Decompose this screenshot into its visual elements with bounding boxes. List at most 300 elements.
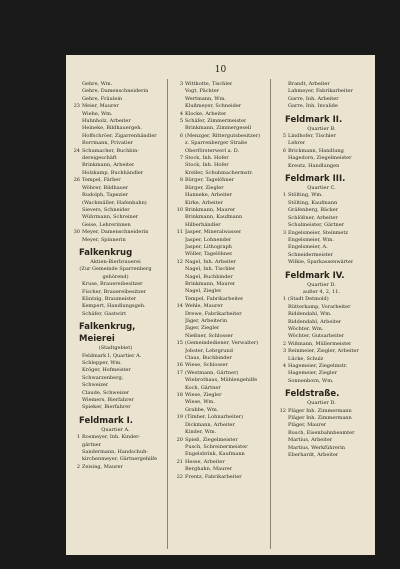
resident-text: Martius, Werkführerin [288, 444, 346, 451]
resident-text: Pläger Inh. Zimmermann [288, 415, 352, 422]
section-heading: Falkenkrug [79, 247, 133, 258]
directory-entry [69, 222, 162, 229]
resident-text: Jäger, Ziegler [185, 325, 220, 332]
house-number [172, 148, 185, 155]
directory-entry [69, 311, 162, 318]
resident-text: Lehrer [288, 140, 306, 147]
directory-entry [172, 155, 265, 162]
directory-entry [69, 289, 162, 296]
directory-entry [69, 404, 162, 411]
house-number [275, 430, 288, 437]
resident-text: Kirke, Arbeiter [185, 199, 224, 206]
resident-text: (Wachmüller, Hafenbahn) [82, 199, 147, 206]
house-number [172, 244, 185, 251]
resident-text: Sonnenborn, Wm. [288, 377, 334, 384]
house-number: 6 [179, 132, 183, 139]
resident-text: Wißmann, Müllermeister [288, 340, 352, 347]
directory-entry [69, 397, 162, 404]
house-number: 30 [73, 229, 80, 236]
house-number [275, 378, 288, 385]
resident-text: Klußmeyer, Schneider [185, 103, 242, 110]
resident-text: Nagel, Ziegler [185, 288, 222, 295]
directory-entry [275, 230, 368, 237]
house-number [69, 200, 82, 207]
house-number [69, 192, 82, 199]
house-number [69, 214, 82, 221]
directory-entry [172, 274, 265, 281]
directory-entry [172, 125, 265, 132]
section-subheading: (Stadtgebiet) [98, 345, 133, 352]
house-number: 26 [73, 177, 80, 184]
directory-entry [172, 214, 265, 221]
directory-page [66, 55, 375, 555]
directory-entry [275, 452, 368, 459]
resident-text: Wiese, Ziegler [185, 392, 222, 399]
house-number [69, 456, 82, 463]
house-number [275, 155, 288, 162]
house-number: 1 [282, 296, 286, 303]
house-number [69, 375, 82, 382]
directory-entry [172, 362, 265, 369]
house-number [69, 81, 82, 88]
resident-text: Dickmann, Arbeiter [185, 421, 235, 428]
directory-entry [69, 449, 162, 456]
resident-text: Brandt, Arbeiter [288, 81, 330, 87]
resident-text: Brinkmann, Maurer [185, 280, 236, 287]
directory-entry [172, 385, 265, 392]
resident-text: Kempert, Handlungsgeh. [82, 303, 146, 310]
directory-entry [69, 207, 162, 214]
directory-entry [275, 96, 368, 103]
directory-entry [172, 429, 265, 436]
resident-text: Kröger, Hofmeister [82, 367, 131, 374]
directory-entry [275, 244, 368, 251]
directory-entry [172, 340, 265, 347]
resident-text: Stölting, Kaufmann [288, 199, 338, 206]
directory-entry [275, 333, 368, 340]
resident-text: Rudolph, Tapezier [82, 192, 129, 199]
directory-entry [275, 163, 368, 170]
resident-text: Sievers, Schneider [82, 206, 130, 213]
resident-text: Kinder, Wm. [185, 429, 217, 436]
house-number [172, 237, 185, 244]
house-number [172, 399, 185, 406]
directory-entry [69, 103, 162, 110]
directory-entry [172, 133, 265, 140]
house-number [172, 200, 185, 207]
house-number [69, 185, 82, 192]
house-number: 2 [76, 463, 80, 470]
resident-text: kirchenmeyer, Gärtnergehilfe [82, 456, 158, 463]
directory-entry [172, 407, 265, 414]
house-number: 3 [179, 81, 183, 87]
resident-text: Garre, Inh. Arbeiter [288, 95, 339, 102]
resident-text: Gehre, Fräulein [82, 95, 123, 102]
resident-text: gärtner [82, 441, 102, 448]
directory-entry [275, 259, 368, 266]
resident-text: Jasper, Lithograph [185, 243, 232, 250]
resident-text: Engelsmeier, Steinmetz [288, 229, 349, 236]
directory-entry [275, 341, 368, 348]
directory-entry [275, 319, 368, 326]
resident-text: Schwarzenberg, [82, 374, 124, 381]
house-number: 10 [176, 206, 183, 213]
resident-text: Meyer, Spinnerin [82, 236, 126, 243]
resident-text: Geise, Lehrerinnen [82, 221, 131, 228]
resident-text: Hagemeier, Ziegelmstr. [288, 363, 348, 369]
directory-entry [69, 140, 162, 147]
directory-entry [172, 251, 265, 258]
directory-entry [275, 326, 368, 333]
house-number [69, 390, 82, 397]
resident-text: Eberhardt, Arbeiter [288, 452, 339, 459]
house-number [275, 96, 288, 103]
house-number: 2 [282, 340, 286, 347]
house-number: 7 [179, 155, 183, 162]
house-number [69, 222, 82, 229]
resident-text: Stock, Inh. Hofer [185, 155, 229, 162]
house-number [69, 162, 82, 169]
directory-entry [69, 390, 162, 397]
resident-text: Wittkotte, Tischler [185, 81, 233, 87]
house-number: 16 [176, 362, 183, 369]
directory-entry [275, 311, 368, 318]
directory-entry [69, 442, 162, 449]
resident-text: Wehle, Maurer [185, 303, 223, 310]
resident-text: Tempel, Fabrikarbeiter [185, 295, 244, 302]
directory-entry [172, 244, 265, 251]
directory-entry [69, 367, 162, 374]
directory-entry [275, 437, 368, 444]
directory-entry [275, 81, 368, 88]
house-number [275, 200, 288, 207]
directory-entry [69, 177, 162, 184]
directory-entry [69, 125, 162, 132]
resident-text: (Menzger, Rittergutsbesitzer) [185, 132, 261, 139]
directory-entry [172, 148, 265, 155]
resident-text: Fischer, Brauereibesitzer [82, 288, 147, 295]
house-number [275, 215, 288, 222]
resident-text: Oberförsterwerl a. D. [185, 147, 240, 154]
house-number [172, 266, 185, 273]
resident-text: Zeising, Maurer [82, 463, 123, 470]
section-subheading: Quartier C. [307, 185, 336, 192]
resident-text: Bürger, Tagelöhner [185, 177, 234, 184]
resident-text: Schweizer [82, 382, 109, 389]
house-number [69, 281, 82, 288]
resident-text: Rosmeyer, Inh. Kinder- [82, 434, 141, 441]
directory-entry [172, 111, 265, 118]
resident-text: Feldmark I, Quartier A. [82, 352, 142, 359]
resident-text: Nagel, Buchbinder [185, 273, 233, 280]
directory-entry [172, 444, 265, 451]
resident-text: Wöchter, Gutsarbeiter [288, 333, 345, 340]
house-number [172, 162, 185, 169]
house-number [172, 296, 185, 303]
resident-text: (Stadt Detmold) [288, 296, 329, 303]
directory-entry [172, 303, 265, 310]
house-number [172, 288, 185, 295]
resident-text: Wöhrer, Bildhauer [82, 184, 129, 191]
resident-text: Gehre, Wm. [82, 81, 113, 87]
house-number [69, 360, 82, 367]
resident-text: Kruse, Brauereibesitzer [82, 281, 143, 288]
directory-entry [275, 215, 368, 222]
resident-text: Jäger, Arbeiterin [185, 318, 228, 324]
resident-text: Brinkmann, Kaufmann [185, 214, 243, 221]
resident-text: Meier, Maurer [82, 103, 119, 110]
directory-entry [275, 422, 368, 429]
directory-entry [172, 414, 265, 421]
directory-entry [275, 445, 368, 452]
house-number: 19 [176, 414, 183, 421]
resident-text: Garre, Inh. Invalide [288, 103, 338, 110]
resident-text: Hanneke, Arbeiter [185, 192, 233, 199]
directory-entry [172, 325, 265, 332]
house-number [69, 367, 82, 374]
house-number [69, 96, 82, 103]
house-number [172, 222, 185, 229]
resident-text: Wiehe, Wm. [82, 110, 113, 117]
directory-entry [172, 237, 265, 244]
directory-entry [275, 408, 368, 415]
resident-text: Drewe, Fabrikarbeiter [185, 310, 242, 317]
house-number: 21 [176, 458, 183, 465]
house-number [172, 318, 185, 325]
resident-text: Hagemeier, Ziegler [288, 370, 337, 377]
house-number [172, 466, 185, 473]
house-number [172, 422, 185, 429]
house-number [275, 356, 288, 363]
house-number: 18 [176, 392, 183, 399]
resident-text: Wöchter, Wm. [288, 325, 324, 332]
directory-entry [69, 170, 162, 177]
directory-entry [69, 434, 162, 441]
house-number [172, 103, 185, 110]
directory-entry [69, 96, 162, 103]
directory-entry [275, 237, 368, 244]
resident-text: Wertmann, Wm. [185, 95, 226, 102]
resident-text: Gräfenberg, Bäcker [288, 207, 339, 214]
house-number [172, 444, 185, 451]
house-number: 20 [176, 436, 183, 443]
directory-entry [69, 162, 162, 169]
resident-text: Jasper, Mineralwasser [185, 229, 242, 236]
directory-entry [172, 81, 265, 88]
section-subheading: Quartier A. [101, 426, 130, 433]
section-subheading: Quartier D. [307, 400, 336, 407]
house-number: 5 [179, 118, 183, 125]
resident-text: Klocke, Arbeiter [185, 110, 227, 117]
house-number [172, 377, 185, 384]
directory-entry [172, 437, 265, 444]
resident-text: Brinkmann, Arbeiter [82, 162, 135, 169]
resident-text: Schumacher, Buchbin- [82, 147, 140, 154]
directory-entry [275, 200, 368, 207]
house-number: 12 [176, 258, 183, 265]
resident-text: Berghahn, Maurer [185, 466, 233, 473]
directory-entry [69, 148, 162, 155]
house-number: 1 [76, 434, 80, 441]
resident-text: Claus, Buchbinder [185, 355, 232, 362]
section-heading: Falkenkrug, Meierei [79, 322, 136, 345]
resident-text: Wilkie, Sparkassenwärter [288, 259, 354, 266]
resident-text: Brinkmann, Zimmergesell [185, 125, 252, 132]
directory-entry [69, 229, 162, 236]
house-number [69, 289, 82, 296]
resident-text: Wiese, Schlosser [185, 362, 228, 369]
directory-entry [172, 422, 265, 429]
directory-entry [172, 162, 265, 169]
directory-entry [172, 355, 265, 362]
directory-entry [172, 392, 265, 399]
house-number [69, 170, 82, 177]
resident-text: Wiebrothaus, Mühlengehilfe [185, 377, 258, 384]
house-number: 11 [176, 229, 183, 236]
resident-text: Wührmann, Schreiner [82, 214, 139, 221]
house-number [275, 88, 288, 95]
house-number [69, 353, 82, 360]
house-number [172, 214, 185, 221]
resident-text: Engelsmeier, Wm. [288, 236, 334, 243]
house-number [172, 274, 185, 281]
resident-text: Koch, Gärtner [185, 384, 221, 391]
directory-entry [69, 214, 162, 221]
resident-text: Wiemers, Bierfahrer [82, 397, 134, 404]
directory-entry [275, 207, 368, 214]
directory-entry [69, 155, 162, 162]
resident-text: Hesse, Arbeiter [185, 458, 225, 465]
directory-entry [69, 118, 162, 125]
house-number [172, 355, 185, 362]
resident-text: Hagedorn, Ziegelmeister [288, 155, 352, 162]
directory-entry [69, 281, 162, 288]
directory-entry [275, 370, 368, 377]
house-number: 1 [282, 192, 286, 199]
house-number [172, 125, 185, 132]
directory-entry [172, 200, 265, 207]
house-number [275, 222, 288, 229]
directory-entry [275, 88, 368, 95]
house-number [172, 333, 185, 340]
resident-text: Lahmeyer, Fabrikarbeiter [288, 88, 353, 95]
directory-entry [69, 296, 162, 303]
house-number [69, 125, 82, 132]
directory-entry [172, 259, 265, 266]
resident-text: Pläger Inh. Zimmermann [288, 407, 352, 414]
resident-text: Nagel, Inh. Arbeiter [185, 258, 237, 265]
directory-entry [275, 363, 368, 370]
house-number [172, 451, 185, 458]
house-number [275, 304, 288, 311]
house-number [275, 140, 288, 147]
resident-text: Hoffschröer, Zigarrenhändler [82, 132, 157, 139]
directory-entry [275, 155, 368, 162]
directory-entry [275, 356, 368, 363]
house-number [275, 103, 288, 110]
house-number [172, 192, 185, 199]
resident-text: Pläger, Maurer [288, 422, 327, 429]
resident-text: Stölting, Wm. [288, 192, 323, 199]
house-number [172, 429, 185, 436]
directory-entry [172, 399, 265, 406]
section-subheading: Quartier D. [307, 281, 336, 288]
resident-text: Schäfer, Zimmermeister [185, 118, 247, 125]
directory-entry [69, 200, 162, 207]
resident-text: Engelsbrink, Kaufmann [185, 451, 245, 458]
directory-entry [275, 304, 368, 311]
house-number [69, 111, 82, 118]
section-heading: Feldstraße. [285, 389, 340, 400]
house-number: 4 [179, 110, 183, 117]
directory-entry [172, 377, 265, 384]
house-number [69, 237, 82, 244]
directory-entry [172, 459, 265, 466]
resident-text: Grabbe, Wm. [185, 406, 219, 413]
house-number [172, 325, 185, 332]
directory-entry [69, 133, 162, 140]
house-number [275, 319, 288, 326]
resident-text: Pusch, Schreinermeister [185, 443, 248, 450]
resident-text: Borrmann, Privatier [82, 140, 133, 147]
directory-entry [69, 456, 162, 463]
house-number [275, 311, 288, 318]
house-number [172, 281, 185, 288]
house-number [275, 81, 288, 88]
resident-text: Reinmeier, Ziegler, Arbeiter [288, 348, 359, 355]
directory-entry [172, 318, 265, 325]
house-number [172, 96, 185, 103]
directory-entry [172, 96, 265, 103]
resident-text: Vogt, Pächter [185, 88, 220, 95]
directory-entry [172, 229, 265, 236]
directory-entry [275, 133, 368, 140]
house-number [275, 370, 288, 377]
resident-text: Wiese, Wm. [185, 399, 215, 406]
directory-entry [172, 288, 265, 295]
directory-entry [69, 360, 162, 367]
resident-text: (Westmann, Gärtner) [185, 369, 239, 376]
house-number [275, 244, 288, 251]
resident-text: dereigeschäft [82, 155, 117, 162]
column-1 [69, 81, 162, 471]
directory-entry [172, 266, 265, 273]
resident-text: Heineke, Bildhauergeh. [82, 125, 143, 132]
directory-entry [69, 464, 162, 471]
section-heading: Feldmark II. [285, 114, 343, 125]
directory-entry [69, 81, 162, 88]
directory-entry [172, 348, 265, 355]
directory-entry [172, 296, 265, 303]
directory-entry [172, 281, 265, 288]
directory-entry [275, 192, 368, 199]
directory-entry [69, 303, 162, 310]
house-number: 6 [282, 147, 286, 154]
directory-entry [275, 252, 368, 259]
resident-text: Schlepper, Wm. [82, 360, 122, 366]
directory-entry [275, 140, 368, 147]
directory-entry [172, 222, 265, 229]
directory-entry [275, 348, 368, 355]
house-number [69, 311, 82, 318]
house-number: 4 [282, 363, 286, 369]
resident-text: Wöller, Tagelöhner [185, 251, 233, 258]
resident-text: (Gemeindediener, Verwalter) [185, 340, 259, 347]
house-number [69, 140, 82, 147]
resident-text: Schulmeister, Gärtner [288, 222, 345, 229]
resident-text: Stock, Inh. Hofer [185, 162, 229, 169]
house-number [172, 407, 185, 414]
